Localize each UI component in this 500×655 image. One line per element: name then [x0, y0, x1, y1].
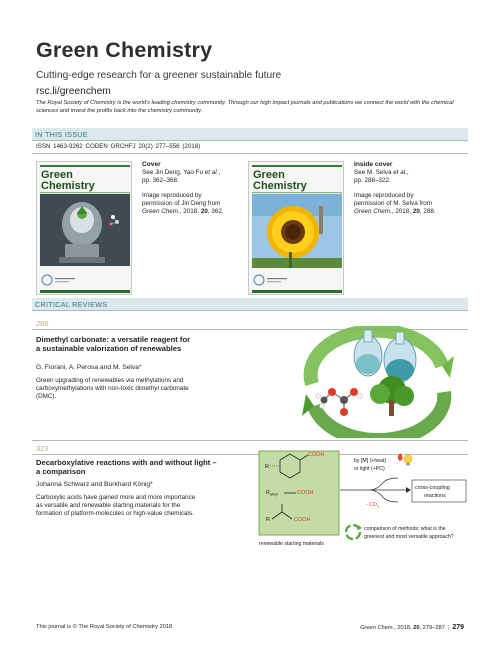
- decarboxylation-scheme: [258, 450, 468, 554]
- inside-cover-see-line: See M. Selva et al.,: [354, 168, 409, 176]
- scheme-cooh-2: COOH: [297, 490, 314, 496]
- article-1-authors: G. Fiorani, A. Perosa and M. Selva*: [36, 364, 142, 371]
- inside-cover-heading: Inside cover: [354, 161, 393, 168]
- scheme-minus-co2: - $CO_2$: [366, 502, 380, 509]
- article-2-authors: Johanna Schwarz and Burkhard König*: [36, 481, 153, 488]
- front-cover-heading: Cover: [142, 161, 161, 168]
- journal-title: Green Chemistry: [36, 38, 213, 62]
- scheme-r-alkyl: $R_{alkyl}$: [266, 490, 278, 497]
- front-cover-credit-2: permission of Jin Deng from: [142, 200, 221, 208]
- scheme-product-1: cross-coupling: [415, 485, 450, 491]
- front-cover-title-1: Green: [41, 169, 73, 181]
- inside-cover-citation: Green Chem., 2018, 20, 288.: [354, 207, 436, 215]
- recycle-icon: [346, 525, 362, 539]
- front-cover-citation: Green Chem., 2018, 20, 362.: [142, 207, 224, 215]
- inside-cover-title-2: Chemistry: [253, 180, 307, 192]
- issn-line: ISSN 1463-9262 CODEN GRCHFJ 20(2) 277–556 (2018): [36, 143, 201, 150]
- article-2-abstract: Carboxylic acids have gained more and more importance as versatile and renewable starting materials for the formation of platform-molecules or high-value chemicals.: [36, 494, 196, 517]
- critical-reviews-label: CRITICAL REVIEWS: [35, 300, 108, 309]
- front-cover-image[interactable]: [36, 161, 132, 295]
- scheme-renewable-label: renewable starting materials: [259, 541, 324, 547]
- inside-cover-caption: [354, 161, 464, 216]
- tree-icon: [370, 376, 414, 416]
- footer-page-number: 279: [452, 624, 464, 631]
- article-2-page[interactable]: 323: [36, 444, 49, 453]
- inside-cover-art: [249, 162, 344, 295]
- footer-copyright: This journal is © The Royal Society of Chemistry 2018: [36, 624, 173, 630]
- front-cover-title-2: Chemistry: [41, 180, 95, 192]
- journal-subtitle: Cutting-edge research for a greener sustainable future: [36, 70, 282, 81]
- flame-icon: [398, 454, 403, 462]
- footer-citation: Green Chem., 2018, 20, 279–287 | 279: [360, 624, 464, 631]
- scheme-comparison-1: comparison of methods: what is the: [364, 526, 446, 532]
- rsc-blurb: The Royal Society of Chemistry is the world's leading chemistry community. Through our high impact journals and publications we connect the world with the chemical sciences and invest the profits back into the chemistry community.: [36, 100, 454, 114]
- article-1-abstract: Green upgrading of renewables via methylations and carboxymethylations with non-toxic dimethyl carbonate (DMC).: [36, 377, 189, 400]
- dmc-cycle-graphic: [292, 326, 464, 438]
- front-cover-pages[interactable]: pp. 362–368.: [142, 176, 179, 184]
- scheme-r-1: R: [265, 464, 269, 470]
- article-2-scheme: [258, 450, 468, 554]
- scheme-r-3: R: [266, 517, 270, 523]
- in-this-issue-label: IN THIS ISSUE: [35, 130, 88, 139]
- front-cover-see-line: See Jin Deng, Yao Fu et al.,: [142, 168, 221, 176]
- inside-cover-pages[interactable]: pp. 288–322.: [354, 176, 391, 184]
- front-cover-caption: [142, 161, 242, 216]
- scheme-cooh-1: COOH: [308, 452, 325, 458]
- inside-cover-credit-2: permission of M. Selva from: [354, 200, 433, 208]
- scheme-cooh-3: COOH: [294, 517, 311, 523]
- article-separator: [32, 440, 468, 441]
- scheme-condition-2: or light (+PC): [354, 466, 385, 472]
- lightbulb-icon: [404, 455, 412, 466]
- article-1-page[interactable]: 288: [36, 319, 49, 328]
- scheme-product-2: reactions: [424, 493, 446, 499]
- inside-cover-image[interactable]: [248, 161, 344, 295]
- article-1-title[interactable]: Dimethyl carbonate: a versatile reagent for a sustainable valorization of renewables: [36, 335, 191, 354]
- issn-divider: [32, 153, 468, 154]
- article-2-title[interactable]: Decarboxylative reactions with and without light – a comparison: [36, 458, 217, 477]
- journal-url[interactable]: rsc.li/greenchem: [36, 86, 111, 97]
- front-cover-art: [37, 162, 132, 295]
- article-1-graphic: [292, 326, 464, 438]
- in-this-issue-bar: [32, 128, 468, 141]
- scheme-condition-1: by [M] (+heat): [354, 458, 387, 464]
- critical-reviews-bar: [32, 298, 468, 311]
- inside-cover-credit-1: Image reproduced by: [354, 192, 414, 200]
- scheme-comparison-2: greenest and most versatile approach?: [364, 534, 454, 540]
- inside-cover-title-1: Green: [253, 169, 285, 181]
- sunflower-icon: [267, 206, 319, 258]
- front-cover-credit-1: Image reproduced by: [142, 192, 202, 200]
